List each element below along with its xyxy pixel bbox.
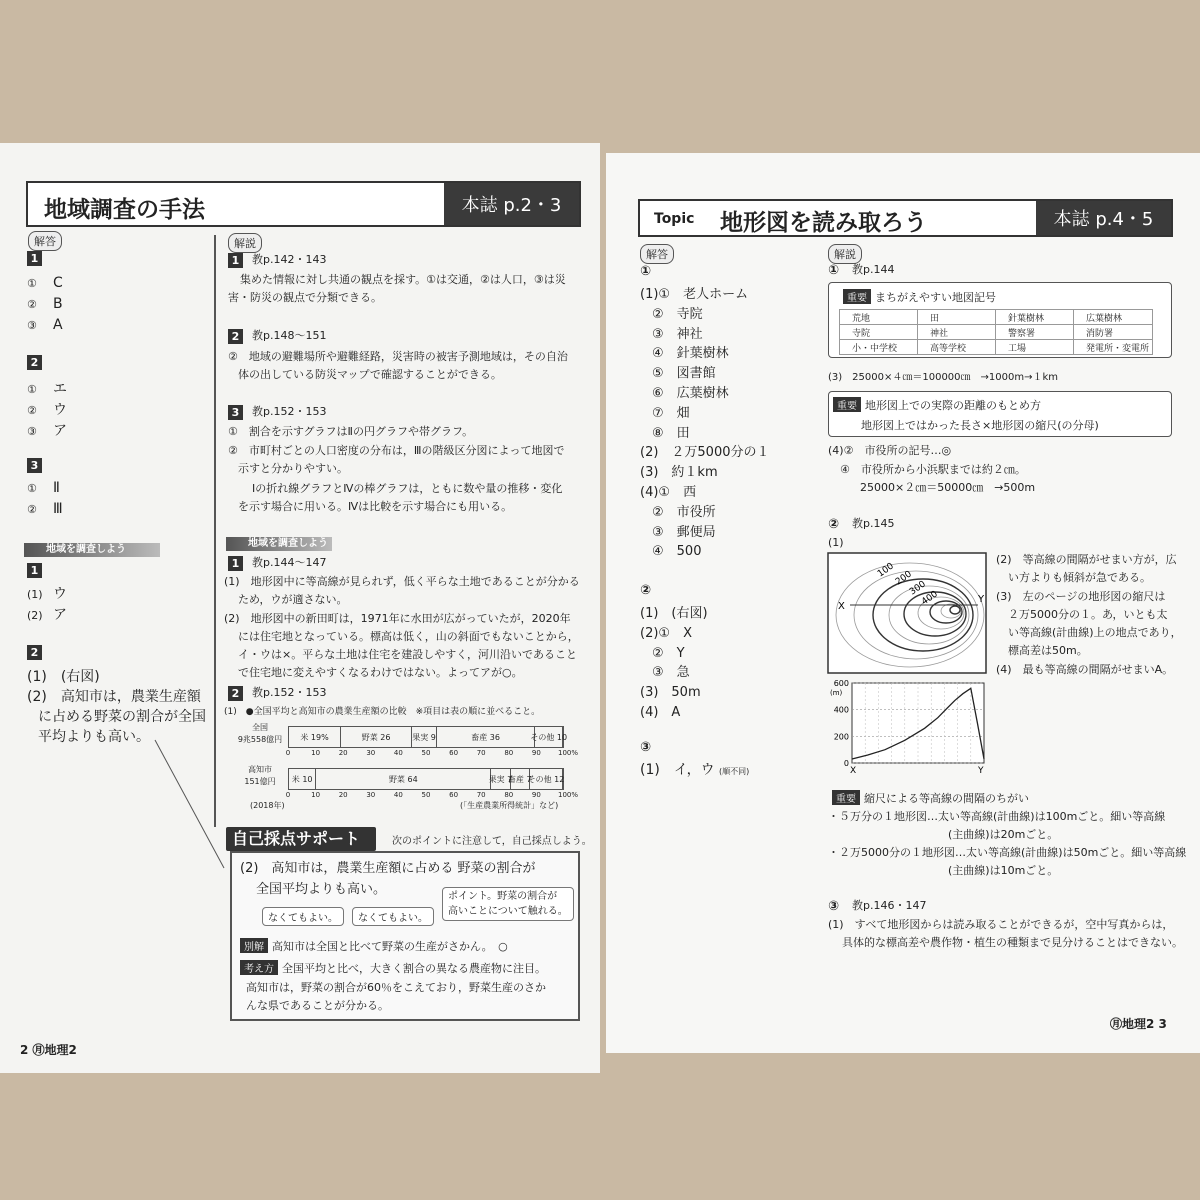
bar-axis-tick: 30 xyxy=(366,791,376,799)
symbol-table xyxy=(839,309,1153,355)
contour-label-200: 200 xyxy=(893,569,914,588)
answer-index: (1) xyxy=(27,588,43,601)
r-answer-3-text: (1) イ，ウ xyxy=(640,762,715,778)
e4-line2: ④ 市役所から小浜駅までは約２㎝。 xyxy=(840,463,1026,476)
answer-value: A xyxy=(53,317,63,333)
contour-label-300: 300 xyxy=(907,579,928,598)
right-page-ref: 本誌 p.4・5 xyxy=(1036,201,1171,235)
answer-value: Ⅱ xyxy=(53,480,60,496)
right-answer-item: ② 市役所 xyxy=(652,504,716,520)
right-answer-item: (2) ２万5000分の１ xyxy=(640,445,770,461)
bar-segment-label: その他 12 xyxy=(527,774,565,784)
i1-line1: (1) 地形図中に等高線が見られず，低く平らな土地であることが分かる xyxy=(224,575,580,588)
alt-label: 別解 xyxy=(240,938,268,953)
e-number-1: 1 xyxy=(228,253,243,268)
right-answer-item: ② Y xyxy=(652,645,685,661)
think-label: 考え方 xyxy=(240,960,278,975)
think-line1 xyxy=(240,960,546,976)
profile-y-tick: 600 xyxy=(833,679,849,688)
b3-line2: (主曲線)は20mごと。 xyxy=(948,828,1059,841)
profile-y-tick: 0 xyxy=(843,759,849,768)
box1-label: 重要 xyxy=(843,289,871,304)
q-number-2: 2 xyxy=(27,355,42,370)
bar-axis-tick: 70 xyxy=(476,749,486,757)
symbol-label: 消防署 xyxy=(1077,328,1114,339)
c3-line2: 具体的な標高差や農作物・植生の種類まで見分けることはできない。 xyxy=(842,936,1183,949)
profile-y-unit: (m) xyxy=(830,689,843,697)
bar-category-label: 高知市 xyxy=(248,765,272,774)
symbol-cell xyxy=(918,325,996,340)
criteria-3 xyxy=(442,887,574,921)
r-answer-3-note: (順不同) xyxy=(719,767,750,776)
bar-category-total: 9兆558億円 xyxy=(237,735,283,744)
symbol-label: 針葉樹林 xyxy=(999,313,1045,324)
map-label-x: X xyxy=(838,601,845,612)
e1-ref: 教p.142・143 xyxy=(252,253,327,266)
bar-segment-label: 米 10 xyxy=(291,774,313,784)
bar-segment-label: 果実 7 xyxy=(488,774,513,784)
symbol-row xyxy=(840,310,1153,325)
symbol-label: 高等学校 xyxy=(921,343,967,354)
box-symbols xyxy=(828,282,1172,358)
investigate-heading-expl: 地域を調査しよう xyxy=(226,537,332,551)
symbol-label: 広葉樹林 xyxy=(1077,313,1123,324)
n3-line2: ２万5000分の１。あ，いとも太 xyxy=(1008,608,1168,621)
symbol-cell xyxy=(996,340,1074,355)
column-divider xyxy=(214,235,216,827)
box3-header xyxy=(832,790,1029,806)
right-answer-item: ③ 急 xyxy=(652,665,690,681)
symbol-cell xyxy=(996,310,1074,325)
right-answer-item: (2)① X xyxy=(640,625,692,641)
pointer-arrow xyxy=(150,740,230,875)
right-footer: ㊊地理2 3 xyxy=(1110,1017,1167,1031)
e3-line1: ① 割合を示すグラフはⅡの円グラフや帯グラフ。 xyxy=(228,425,474,438)
answer-value: C xyxy=(53,275,63,291)
box1-header xyxy=(843,289,996,305)
right-title-bar xyxy=(638,199,1173,237)
bar-axis-tick: 70 xyxy=(476,791,486,799)
right-page xyxy=(606,153,1200,1053)
inv-number-1: 1 xyxy=(27,563,42,578)
profile-y-tick: 400 xyxy=(833,705,849,715)
right-answer-item: ③ 神社 xyxy=(652,326,703,342)
support-answer-2: 全国平均よりも高い。 xyxy=(256,882,387,897)
inv2-answer-3: に占める野菜の割合が全国 xyxy=(38,709,206,725)
i-number-2: 2 xyxy=(228,686,243,701)
right-answer-item: ④ 針葉樹林 xyxy=(652,346,729,362)
alt-text: 高知市は全国と比べて野菜の生産がさかん。 ○ xyxy=(272,940,508,953)
answer-row xyxy=(27,317,63,333)
criteria-3-line2: 高いことについて触れる。 xyxy=(448,906,568,917)
re1-ref: 教p.144 xyxy=(852,263,895,276)
answer-row xyxy=(27,275,63,291)
bar-axis-tick: 20 xyxy=(338,791,348,799)
symbol-label: 神社 xyxy=(921,328,949,339)
re-circle-2: ② xyxy=(828,517,840,532)
answer-index: ① xyxy=(27,482,37,495)
map-label-y: Y xyxy=(978,594,985,605)
e4-line1: (4)② 市役所の記号…◎ xyxy=(828,444,952,457)
contour-label-100: 100 xyxy=(875,561,896,580)
b3-line1: ・５万分の１地形図…太い等高線(計曲線)は100mごと。細い等高線 xyxy=(828,810,1166,823)
symbol-label: 荒地 xyxy=(843,313,871,324)
support-answer-1: (2) 高知市は，農業生産額に占める 野菜の割合が xyxy=(240,861,536,876)
right-answer-item: (1) (右図) xyxy=(640,606,708,621)
calc-1: (3) 25000×４㎝＝100000㎝ →1000m→１km xyxy=(828,372,1059,383)
box2-title: 地形図上での実際の距離のもとめ方 xyxy=(865,399,1041,412)
page-title: 地域調査の手法 xyxy=(44,197,205,223)
symbol-cell xyxy=(918,340,996,355)
answer-row xyxy=(27,604,67,624)
bar-segment-label: 畜産 36 xyxy=(471,732,500,742)
profile-x-tick-y: Y xyxy=(978,766,984,776)
answer-row xyxy=(27,399,67,419)
criteria-1: なくてもよい。 xyxy=(262,907,344,926)
r-circle-3: ③ xyxy=(640,740,652,755)
i2-ref: 教p.152・153 xyxy=(252,686,327,699)
symbol-cell xyxy=(996,325,1074,340)
support-title: 自己採点サポート xyxy=(226,827,376,851)
box3-title: 縮尺による等高線の間隔のちがい xyxy=(864,792,1029,805)
e2-ref: 教p.148～151 xyxy=(252,329,327,342)
re2-sub: (1) xyxy=(828,536,844,549)
profile-y-tick: 200 xyxy=(833,732,849,742)
right-answer-item: ③ 郵便局 xyxy=(652,524,716,540)
symbol-row xyxy=(840,340,1153,355)
answer-row xyxy=(27,480,60,496)
bar-axis-tick: 50 xyxy=(421,791,431,799)
e1-line2: 害・防災の観点で分類できる。 xyxy=(228,291,382,304)
bar-axis-tick: 30 xyxy=(366,749,376,757)
right-answer-item: ② 寺院 xyxy=(652,306,703,322)
answer-value: ア xyxy=(53,423,67,439)
e4-line3: 25000×２㎝＝50000㎝ →500m xyxy=(860,481,1036,494)
symbol-cell xyxy=(1074,310,1153,325)
n3-line4: 標高差は50m。 xyxy=(1008,644,1088,657)
box2-body: 地形図上ではかった長さ×地形図の縮尺(の分母) xyxy=(861,419,1099,432)
bar-segment-label: その他 10 xyxy=(530,732,568,742)
r-circle-1: ① xyxy=(640,264,652,279)
right-answer-item: (4) A xyxy=(640,705,681,720)
chart-caption: (1) ●全国平均と高知市の農業生産額の比較 ※項目は表の順に並べること。 xyxy=(224,707,541,717)
bar-segment-label: 畜産 7 xyxy=(507,774,532,784)
e3-line4: Ⅰの折れ線グラフとⅣの棒グラフは，ともに数や量の推移・変化 xyxy=(252,482,563,495)
i1-line3: (2) 地形図中の新田町は，1971年に水田が広がっていたが，2020年 xyxy=(224,612,571,625)
n3-line1: (3) 左のページの地形図の縮尺は xyxy=(996,590,1166,603)
answer-value: B xyxy=(53,296,63,312)
answer-value: ウ xyxy=(53,402,67,418)
symbol-cell xyxy=(918,310,996,325)
symbol-label: 小・中学校 xyxy=(843,343,898,354)
box3-label: 重要 xyxy=(832,790,860,805)
e-number-3: 3 xyxy=(228,405,243,420)
bar-axis-tick: 40 xyxy=(393,791,403,799)
re2-ref: 教p.145 xyxy=(852,517,895,530)
inv-number-2: 2 xyxy=(27,645,42,660)
i1-line6: で住宅地に変えやすくなるわけではない。よってアが○。 xyxy=(238,666,523,679)
symbol-cell xyxy=(840,325,918,340)
answer-index: ① xyxy=(27,383,37,396)
e-number-2: 2 xyxy=(228,329,243,344)
b3-line3: ・２万5000分の１地形図…太い等高線(計曲線)は50mごと。細い等高線 xyxy=(828,846,1187,859)
bar-axis-tick: 0 xyxy=(285,791,291,799)
bar-axis-tick: 90 xyxy=(531,791,541,799)
box2-label: 重要 xyxy=(833,397,861,412)
bar-segment-label: 野菜 64 xyxy=(388,774,418,784)
bar-axis-tick: 20 xyxy=(338,749,348,757)
answer-row xyxy=(27,420,67,440)
think-line3: んな県であることが分かる。 xyxy=(246,999,389,1012)
i1-line5: イ・ウは×。平らな土地は住宅を建設しやすく，河川沿いであること xyxy=(238,648,577,661)
e2-line2: 体の出している防災マップで確認することができる。 xyxy=(238,368,502,381)
bar-axis-tick: 60 xyxy=(449,749,459,757)
topic-label: Topic xyxy=(654,211,695,227)
symbol-cell xyxy=(840,340,918,355)
investigate-heading: 地域を調査しよう xyxy=(24,543,160,557)
right-answer-item: (1)① 老人ホーム xyxy=(640,287,749,302)
bar-segment-label: 米 19% xyxy=(300,732,329,742)
symbol-label: 発電所・変電所 xyxy=(1077,343,1150,354)
r-circle-2: ② xyxy=(640,583,652,598)
contour-map xyxy=(828,553,988,675)
criteria-3-line1: ポイント。野菜の割合が xyxy=(448,891,558,902)
left-title-bar xyxy=(26,181,581,227)
e2-line1: ② 地域の避難場所や避難経路，災害時の被害予測地域は，その自治 xyxy=(228,350,568,363)
symbol-label: 警察署 xyxy=(999,328,1036,339)
symbol-cell xyxy=(1074,325,1153,340)
symbol-cell xyxy=(1074,340,1153,355)
box1-title: まちがえやすい地図記号 xyxy=(875,291,996,304)
inv2-answer-1: (1) (右図) xyxy=(27,669,100,685)
bar-axis-tick: 80 xyxy=(504,791,514,799)
e3-ref: 教p.152・153 xyxy=(252,405,327,418)
symbol-label: 寺院 xyxy=(843,328,871,339)
right-answer-item: ⑥ 広葉樹林 xyxy=(652,386,729,401)
bar-axis-tick: 60 xyxy=(449,791,459,799)
left-page xyxy=(0,143,600,1073)
bar-axis-tick: 0 xyxy=(285,749,291,757)
bar-segment-label: 野菜 26 xyxy=(361,732,391,742)
answer-index: ② xyxy=(27,298,37,311)
e3-line2: ② 市町村ごとの人口密度の分布は，Ⅲの階級区分図によって地図で xyxy=(228,444,565,457)
answer-index: ③ xyxy=(27,425,37,438)
expl-tag: 解説 xyxy=(228,233,262,253)
answer-index: ② xyxy=(27,404,37,417)
q-number-1: 1 xyxy=(27,251,42,266)
answer-index: ① xyxy=(27,277,37,290)
bar-axis-tick: 40 xyxy=(393,749,403,757)
answer-value: ア xyxy=(53,607,67,623)
e1-line1: 集めた情報に対し共通の観点を採す。①は交通，②は人口，③は災 xyxy=(240,273,566,286)
criteria-2: なくてもよい。 xyxy=(352,907,434,926)
right-answer-item: ⑤ 図書館 xyxy=(652,366,716,382)
n2-line2: い方よりも傾斜が急である。 xyxy=(1008,571,1151,584)
think-line2: 高知市は，野菜の割合が60％をこえており，野菜生産のさか xyxy=(246,981,546,994)
bar-axis-tick: 80 xyxy=(504,749,514,757)
bar-axis-tick: 100% xyxy=(558,749,579,757)
bar-axis-tick: 50 xyxy=(421,749,431,757)
box2-header xyxy=(833,397,1041,413)
bar-axis-tick: 100% xyxy=(558,791,579,799)
symbol-row xyxy=(840,325,1153,340)
right-answer-item: (3) 50m xyxy=(640,685,701,701)
bar-axis-tick: 90 xyxy=(531,749,541,757)
i1-line2: ため，ウが適さない。 xyxy=(238,593,348,606)
i1-line4: には住宅地となっている。標高は低く，山の斜面でもないことから， xyxy=(238,630,579,643)
right-answer-item: (4)① 西 xyxy=(640,485,697,500)
profile-x-tick-x: X xyxy=(850,766,857,776)
answer-tag: 解答 xyxy=(28,231,62,251)
right-answer-item: ④ 500 xyxy=(652,544,702,560)
page-ref: 本誌 p.2・3 xyxy=(444,183,579,225)
box-distance xyxy=(828,391,1172,437)
n3-line3: い等高線(計曲線)上の地点であり， xyxy=(1008,626,1182,639)
left-footer: 2 ㊊地理2 xyxy=(20,1043,77,1057)
answer-value: ウ xyxy=(53,586,67,602)
b3-line4: (主曲線)は10mごと。 xyxy=(948,864,1059,877)
answer-index: (2) xyxy=(27,609,43,622)
e3-line5: を示す場合に用いる。Ⅳは比較を示す場合にも用いる。 xyxy=(238,500,513,513)
symbol-label: 田 xyxy=(921,313,940,324)
right-answer-tag: 解答 xyxy=(640,244,674,264)
bar-segment-label: 果実 9 xyxy=(412,732,436,742)
q-number-3: 3 xyxy=(27,458,42,473)
think-text-1: 全国平均と比べ，大きく割合の異なる農産物に注目。 xyxy=(282,962,546,975)
n4-line: (4) 最も等高線の間隔がせまいA。 xyxy=(996,663,1174,676)
symbol-cell xyxy=(840,310,918,325)
right-answer-item: ⑦ 畑 xyxy=(652,405,690,421)
bar-category-total: 151億円 xyxy=(244,777,276,786)
answer-index: ③ xyxy=(27,319,37,332)
answer-index: ② xyxy=(27,503,37,516)
i-number-1: 1 xyxy=(228,556,243,571)
alt-answer xyxy=(240,938,508,954)
e3-line3: 示すと分かりやすい。 xyxy=(238,462,348,475)
re-circle-3: ③ xyxy=(828,899,840,914)
contour-label-400: 400 xyxy=(919,589,940,608)
right-expl-tag: 解説 xyxy=(828,244,862,264)
symbol-label: 工場 xyxy=(999,343,1027,354)
re3-ref: 教p.146・147 xyxy=(852,899,927,912)
bar-axis-tick: 10 xyxy=(311,749,321,757)
right-answer-item: ⑧ 田 xyxy=(652,425,690,441)
answer-row xyxy=(27,583,67,603)
c3-line1: (1) すべて地形図からは読み取ることができるが，空中写真からは， xyxy=(828,918,1174,931)
bar-axis-tick: 10 xyxy=(311,791,321,799)
symbol-table-wrap xyxy=(839,309,1153,355)
answer-value: エ xyxy=(53,381,67,397)
answer-row xyxy=(27,378,67,398)
n2-line1: (2) 等高線の間隔がせまい方が，広 xyxy=(996,553,1177,566)
chart-year: (2018年) xyxy=(250,801,285,810)
re-circle-1: ① xyxy=(828,263,840,278)
bar-category-label: 全国 xyxy=(252,723,268,732)
answer-value: Ⅲ xyxy=(53,501,63,517)
answer-row xyxy=(27,501,63,517)
chart-source: (「生産農業所得統計」など) xyxy=(460,801,559,810)
inv2-answer-2: (2) 高知市は，農業生産額 xyxy=(27,689,201,705)
r-answer-3 xyxy=(640,759,749,779)
right-answer-item: (3) 約１km xyxy=(640,465,718,481)
answer-row xyxy=(27,296,63,312)
i1-ref: 教p.144～147 xyxy=(252,556,327,569)
profile-chart xyxy=(828,675,988,775)
support-note: 次のポイントに注意して，自己採点しよう。 xyxy=(392,836,592,847)
inv2-answer-4: 平均よりも高い。 xyxy=(38,729,150,745)
right-page-title: 地形図を読み取ろう xyxy=(720,210,927,236)
